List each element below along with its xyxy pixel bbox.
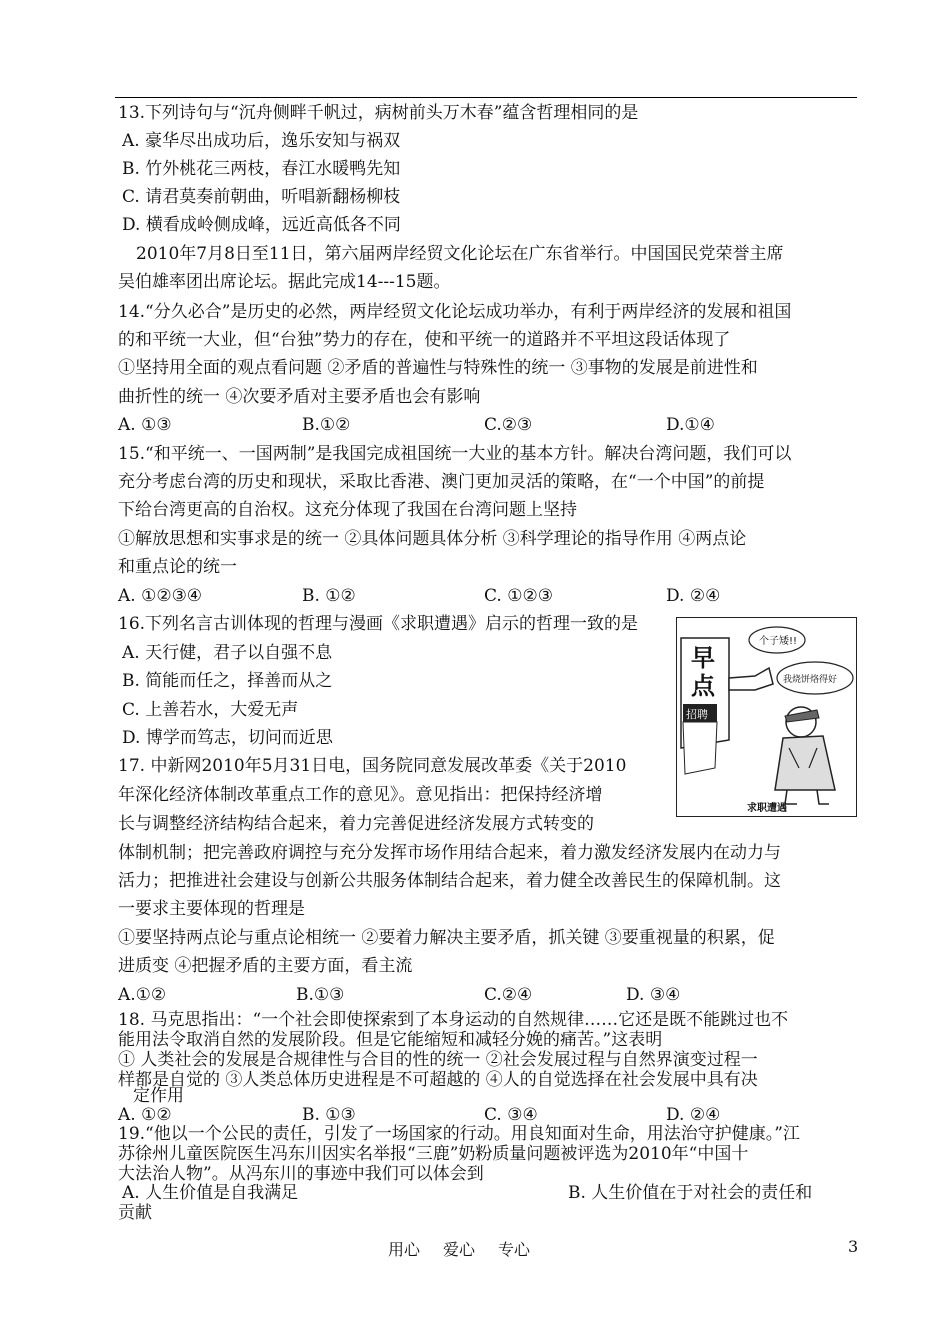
speech-bubble-2-text: 我烧饼烙得好 — [783, 675, 838, 685]
question-19-line-2: 苏徐州儿童医院医生冯东川因实名举报“三鹿”奶粉质量问题被评选为2010年“中国十 — [118, 1144, 749, 1164]
question-15-option-d: D. ②④ — [666, 586, 721, 606]
pushing-hand — [729, 668, 773, 690]
question-14-line-4: 曲折性的统一 ④次要矛盾对主要矛盾也会有影响 — [118, 387, 481, 407]
question-13-option-c: C. 请君莫奏前朝曲，听唱新翻杨柳枝 — [122, 187, 401, 207]
intro-line-1: 2010年7月8日至11日，第六届两岸经贸文化论坛在广东省举行。中国国民党荣誉主席 — [136, 244, 784, 264]
question-16-stem: 16.下列名言古训体现的哲理与漫画《求职遭遇》启示的哲理一致的是 — [118, 614, 639, 634]
question-14-line-3: ①坚持用全面的观点看问题 ②矛盾的普遍性与特殊性的统一 ③事物的发展是前进性和 — [118, 358, 758, 378]
question-18-line-3: ① 人类社会的发展是合规律性与合目的性的统一 ②社会发展过程与自然界演变过程一 — [118, 1050, 758, 1070]
question-18-option-d: D. ②④ — [666, 1105, 721, 1125]
question-14-option-b: B.①② — [302, 415, 351, 435]
man-body — [775, 736, 835, 790]
question-17-line-7: ①要坚持两点论与重点论相统一 ②要着力解决主要矛盾，抓关键 ③要重视量的积累，促 — [118, 928, 775, 948]
question-15-line-2: 充分考虑台湾的历史和现状，采取比香港、澳门更加灵活的策略，在“一个中国”的前提 — [118, 472, 765, 492]
question-17-line-4: 体制机制；把完善政府调控与充分发挥市场作用结合起来，着力激发经济发展内在动力与 — [118, 843, 781, 863]
question-14-option-d: D.①④ — [666, 415, 715, 435]
footer-motto-1: 用心 — [388, 1240, 421, 1259]
question-14-option-a: A. ①③ — [118, 415, 172, 435]
question-17-option-c: C.②④ — [484, 985, 533, 1005]
question-19-line-1: 19.“他以一个公民的责任，引发了一场国家的行动。用良知面对生命，用法治守护健康。”江 — [118, 1124, 800, 1144]
question-19-option-a: A. 人生价值是自我满足 — [122, 1183, 299, 1203]
footer-motto-2: 爱心 — [443, 1240, 476, 1259]
question-18-line-2: 能用法令取消自然的发展阶段。但是它能缩短和减轻分娩的痛苦。”这表明 — [118, 1030, 663, 1050]
question-18-line-4: 样都是自觉的 ③人类总体历史进程是不可超越的 ④人的自觉选择在社会发展中具有决 — [118, 1070, 758, 1090]
question-18-line-5: 定作用 — [133, 1086, 184, 1106]
question-18-line-1: 18. 马克思指出：“一个社会即使探索到了本身运动的自然规律……它还是既不能跳过也不 — [118, 1010, 789, 1030]
question-17-option-b: B.①③ — [296, 985, 345, 1005]
question-17-option-a: A.①② — [118, 985, 167, 1005]
recruit-paper-text: 招聘 — [686, 708, 708, 721]
question-18-option-c: C. ③④ — [484, 1105, 538, 1125]
question-17-line-6: 一要求主要体现的哲理是 — [118, 899, 305, 919]
question-13-stem: 13.下列诗句与“沉舟侧畔千帆过，病树前头万木春”蕴含哲理相同的是 — [118, 103, 639, 123]
question-13-option-d: D. 横看成岭侧成峰，远近高低各不同 — [122, 215, 401, 235]
question-19-option-b: B. 人生价值在于对社会的责任和 — [568, 1183, 813, 1203]
question-15-line-3: 下给台湾更高的自治权。这充分体现了我国在台湾问题上坚持 — [118, 500, 577, 520]
footer-motto-3: 专心 — [498, 1240, 531, 1259]
question-14-line-1: 14.“分久必合”是历史的必然，两岸经贸文化论坛成功举办，有利于两岸经济的发展和祖国 — [118, 302, 792, 322]
man-legs — [785, 790, 829, 804]
question-16-option-a: A. 天行健，君子以自强不息 — [122, 643, 333, 663]
question-17-line-1: 17. 中新网2010年5月31日电，国务院同意发展改革委《关于2010 — [118, 756, 627, 776]
question-16-option-d: D. 博学而笃志，切问而近思 — [122, 728, 333, 748]
question-19-line-3: 大法治人物”。从冯东川的事迹中我们可以体会到 — [118, 1164, 484, 1184]
question-17-line-8: 进质变 ④把握矛盾的主要方面，看主流 — [118, 956, 413, 976]
question-15-option-b: B. ①② — [302, 586, 356, 606]
intro-line-2: 吴伯雄率团出席论坛。据此完成14---15题。 — [118, 272, 451, 292]
cartoon-qiuzhi-zaoyu — [676, 617, 857, 817]
question-17-option-d: D. ③④ — [626, 985, 681, 1005]
cartoon-caption: 求职遭遇 — [747, 803, 787, 814]
question-17-line-5: 活力；把推进社会建设与创新公共服务体制结合起来，着力健全改善民生的保障机制。这 — [118, 871, 781, 891]
sign-char-top: 早 — [691, 644, 715, 672]
question-14-option-c: C.②③ — [484, 415, 533, 435]
question-15-line-5: 和重点论的统一 — [118, 557, 237, 577]
question-15-line-1: 15.“和平统一、一国两制”是我国完成祖国统一大业的基本方针。解决台湾问题，我们可以 — [118, 444, 792, 464]
question-17-line-2: 年深化经济体制改革重点工作的意见》。意见指出：把保持经济增 — [118, 785, 603, 805]
question-18-option-b: B. ①③ — [302, 1105, 356, 1125]
question-19-option-b-continued: 贡献 — [118, 1203, 152, 1223]
question-15-option-c: C. ①②③ — [484, 586, 553, 606]
question-13-option-a: A. 豪华尽出成功后，逸乐安知与祸双 — [122, 131, 401, 151]
sign-char-bottom: 点 — [691, 672, 715, 700]
question-14-line-2: 的和平统一大业，但“台独”势力的存在，使和平统一的道路并不平坦这段话体现了 — [118, 330, 731, 350]
question-16-option-b: B. 简能而任之，择善而从之 — [122, 671, 333, 691]
question-15-line-4: ①解放思想和实事求是的统一 ②具体问题具体分析 ③科学理论的指导作用 ④两点论 — [118, 529, 747, 549]
question-15-option-a: A. ①②③④ — [118, 586, 203, 606]
question-18-option-a: A. ①② — [118, 1105, 172, 1125]
paper-sheet — [683, 722, 717, 774]
question-17-line-3: 长与调整经济结构结合起来，着力完善促进经济发展方式转变的 — [118, 814, 594, 834]
question-16-option-c: C. 上善若水，大爱无声 — [122, 700, 299, 720]
header-rule — [115, 97, 857, 98]
question-13-option-b: B. 竹外桃花三两枝，春江水暖鸭先知 — [122, 159, 401, 179]
speech-bubble-1-text: 个子矮!! — [759, 636, 798, 647]
page-number: 3 — [848, 1237, 859, 1256]
cartoon-illustration — [677, 618, 856, 816]
